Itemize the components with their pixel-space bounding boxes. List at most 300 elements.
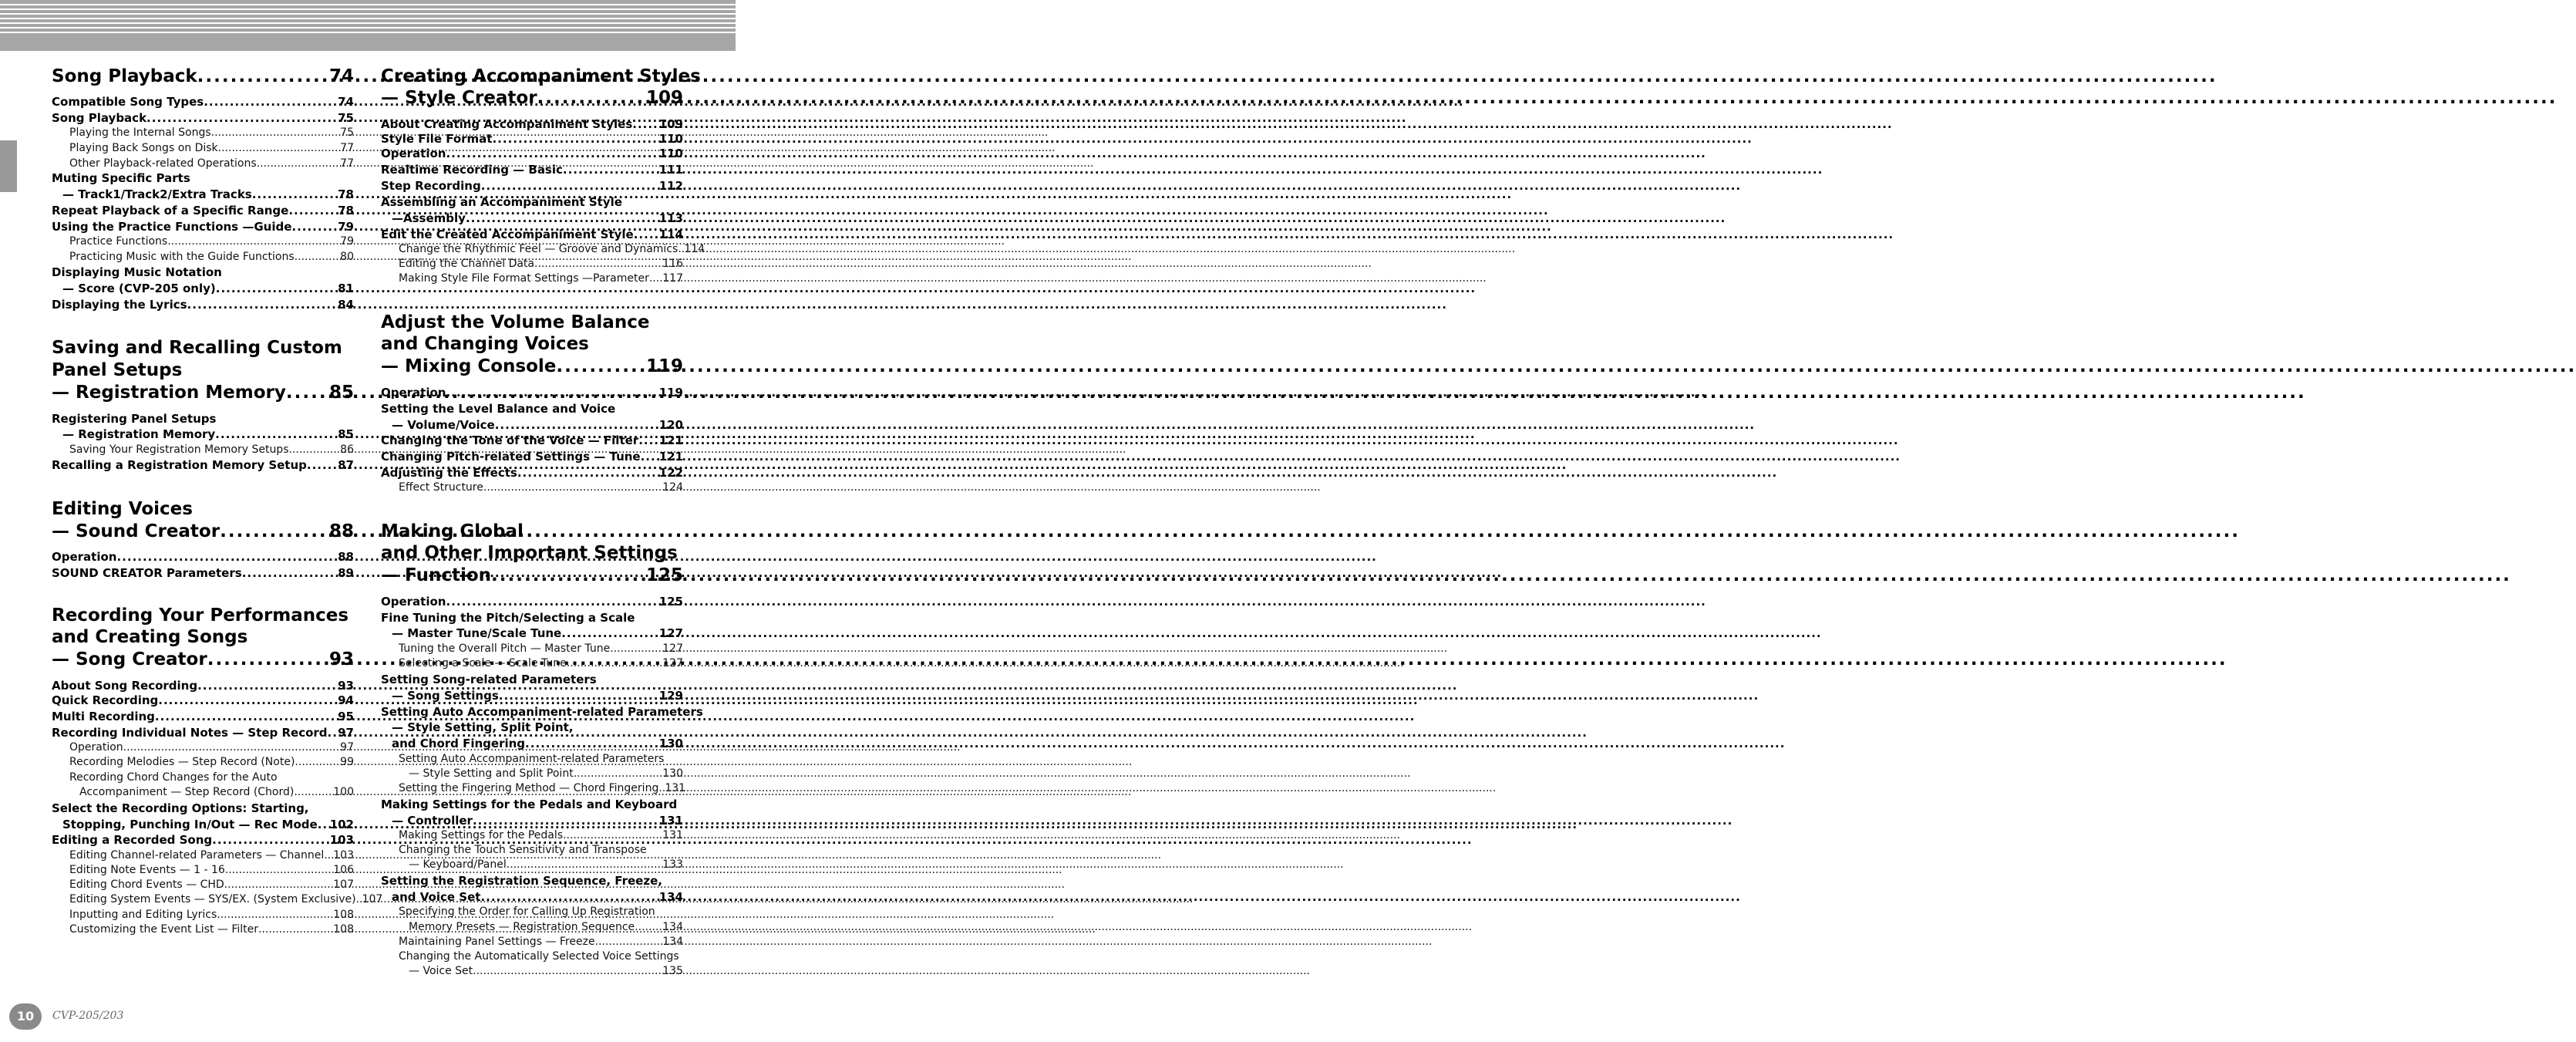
dot-leader — [499, 688, 659, 703]
toc-entry-title-line — [52, 382, 354, 404]
dot-leader — [649, 271, 662, 286]
toc-entry-title-line: Adjust the Volume Balance — [381, 312, 650, 332]
toc-entry-title-line — [52, 649, 354, 671]
toc-entry-title: Changing Pitch-related Settings — Tune — [381, 450, 641, 464]
dot-leader — [288, 203, 338, 218]
dot-leader — [212, 832, 330, 848]
toc-entry-title-line — [381, 594, 683, 609]
toc-entry-title: SOUND CREATOR Parameters — [52, 566, 242, 580]
dot-leader — [446, 146, 658, 161]
toc-entry-title-line: Select the Recording Options: Starting, — [52, 801, 309, 815]
toc-page-number: 80 — [340, 251, 354, 263]
dot-leader — [291, 219, 338, 234]
toc-entry-title-line — [409, 858, 683, 872]
model-name: CVP-205/203 — [52, 1010, 124, 1022]
dot-leader — [561, 626, 658, 641]
toc-entry-title-line — [381, 162, 683, 177]
toc-entry-title-line: — Style Setting, Split Point, — [392, 720, 574, 734]
toc-entry-title: Quick Recording — [52, 693, 159, 707]
toc-entry-title-line — [392, 889, 683, 905]
toc-entry-title: Operation — [381, 386, 446, 400]
toc-entry-title-line — [392, 211, 683, 226]
toc-page-number: 86 — [340, 443, 354, 456]
toc-page-number: 88 — [328, 521, 354, 541]
toc-entry-title-line: Editing Voices — [52, 499, 193, 519]
toc-entry-title-line — [381, 465, 683, 481]
toc-page-number: 131 — [665, 782, 686, 794]
toc-entry-title-line: Displaying Music Notation — [52, 265, 222, 279]
toc-page-number: 112 — [658, 179, 683, 193]
toc-page-number: 125 — [645, 565, 683, 585]
dot-leader — [187, 297, 338, 312]
toc-page-number: 100 — [333, 786, 354, 798]
toc-entry-title: Setting the Fingering Method — Chord Fingering — [399, 782, 659, 794]
toc-entry-title: Change the Rhythmic Feel — Groove and Dynamics — [399, 243, 679, 255]
toc-entry-title-line — [381, 178, 683, 194]
dot-leader — [556, 356, 646, 378]
toc-entry-title-line: Panel Setups — [52, 360, 183, 380]
toc-entry-title: Song Playback — [52, 66, 197, 86]
toc-entry-title: Repeat Playback of a Specific Range — [52, 204, 289, 218]
toc-entry-title-line — [69, 234, 354, 249]
toc-entry-title: About Song Recording — [52, 679, 198, 693]
toc-entry-title-line — [409, 920, 683, 935]
toc-entry-title: — Volume/Voice — [392, 418, 495, 432]
toc-entry-title-line — [381, 449, 683, 464]
toc-entry-title-line — [69, 908, 354, 922]
toc-entry-title-line: Saving and Recalling Custom — [52, 338, 342, 358]
toc-entry-title-line: Specifying the Order for Calling Up Registration — [399, 905, 655, 918]
dot-leader — [517, 465, 659, 481]
dot-leader — [507, 858, 663, 872]
header-stripe — [0, 27, 736, 29]
toc-page-number: 103 — [333, 849, 354, 862]
toc-entry-title: Accompaniment — Step Record (Chord) — [79, 786, 295, 798]
toc-entry-title-line: Setting the Registration Sequence, Freeze, — [381, 874, 662, 888]
toc-page-number: 99 — [340, 756, 354, 768]
header-stripe — [0, 32, 736, 33]
toc-entry-title: — Registration Memory — [62, 427, 216, 441]
toc-entry-title-line — [69, 892, 383, 907]
toc-entry-title: Effect Structure — [399, 481, 483, 494]
toc-entry-title: Customizing the Event List — Filter — [69, 923, 258, 936]
toc-page-number: 134 — [658, 890, 683, 904]
toc-page-number: 127 — [662, 642, 683, 655]
dot-leader — [215, 427, 338, 442]
toc-entry-title-line: Setting Auto Accompaniment-related Parameters — [399, 753, 665, 765]
dot-leader — [480, 889, 658, 905]
header-bar — [0, 0, 736, 51]
dot-leader — [295, 250, 341, 265]
toc-entry-title-line — [69, 157, 354, 171]
toc-page-number: 79 — [340, 235, 354, 248]
dot-leader — [218, 141, 341, 156]
toc-entry-title-line — [399, 656, 683, 671]
toc-entry-title-line — [52, 110, 354, 126]
toc-entry-title: Playing the Internal Songs — [69, 126, 211, 139]
dot-leader — [574, 767, 663, 781]
toc-entry-title-line — [52, 678, 354, 693]
toc-entry-title: — Song Creator — [52, 649, 207, 669]
toc-entry-title: Maintaining Panel Settings — Freeze — [399, 936, 595, 948]
toc-entry-title-line — [79, 785, 354, 800]
toc-entry-title: Memory Presets — Registration Sequence — [409, 921, 635, 933]
dot-leader — [318, 817, 330, 832]
toc-page-number: 133 — [662, 858, 683, 871]
toc-entry-title-line — [52, 203, 354, 218]
dot-leader — [658, 781, 665, 796]
toc-entry-title-line — [52, 565, 354, 581]
toc-page-number: 135 — [662, 965, 683, 977]
toc-entry-title-line — [52, 693, 354, 708]
toc-entry-title-line — [392, 736, 683, 751]
toc-entry-title: — Registration Memory — [52, 383, 286, 403]
toc-entry-title: — Function — [381, 565, 492, 585]
toc-entry-title-line — [392, 417, 683, 433]
toc-page-number: 85 — [338, 427, 354, 441]
dot-leader — [289, 443, 341, 457]
dot-leader — [610, 642, 662, 656]
toc-entry-title: Song Playback — [52, 111, 147, 125]
toc-entry-title: — Keyboard/Panel — [409, 858, 507, 871]
toc-entry-title: Editing System Events — SYS/EX. (System Exclusive) — [69, 893, 356, 905]
toc-entry-title-line — [62, 817, 354, 832]
dot-leader — [197, 678, 338, 693]
toc-page-number: 117 — [662, 272, 683, 285]
dot-leader — [473, 813, 659, 828]
toc-entry-title: Multi Recording — [52, 710, 155, 723]
dot-leader — [638, 433, 659, 448]
dot-leader — [483, 481, 662, 495]
toc-page-number: 97 — [338, 726, 354, 740]
dot-leader — [207, 649, 329, 671]
dot-leader — [197, 66, 329, 88]
toc-entry-title-line — [52, 457, 354, 473]
toc-page-number: 77 — [340, 142, 354, 154]
toc-page-number: 75 — [340, 126, 354, 139]
header-stripe — [0, 13, 736, 15]
toc-page-number: 107 — [362, 893, 383, 905]
toc-entry-title-line: and Changing Voices — [381, 334, 589, 354]
toc-page-number: 97 — [340, 741, 354, 754]
toc-page-number: 130 — [662, 767, 683, 780]
toc-entry-title-line — [62, 187, 354, 202]
toc-entry-title: Editing a Recorded Song — [52, 833, 213, 847]
toc-entry-title: Recording Individual Notes — Step Record — [52, 726, 328, 740]
dot-leader — [356, 892, 362, 907]
toc-entry-title-line — [392, 626, 683, 641]
toc-entry-title-line — [69, 126, 354, 140]
toc-page-number: 130 — [658, 737, 683, 750]
toc-entry-title-line: Fine Tuning the Pitch/Selecting a Scale — [381, 611, 635, 625]
dot-leader — [146, 110, 338, 126]
dot-leader — [258, 922, 333, 937]
toc-entry-title: Tuning the Overall Pitch — Master Tune — [399, 642, 611, 655]
dot-leader — [534, 257, 662, 271]
dot-leader — [446, 594, 658, 609]
toc-entry-title-line — [399, 481, 683, 495]
toc-page-number: 77 — [340, 157, 354, 170]
toc-entry-title-line — [399, 781, 686, 796]
toc-entry-title-line: Setting the Level Balance and Voice — [381, 402, 616, 416]
dot-leader — [155, 709, 338, 724]
toc-entry-title-line — [52, 521, 354, 543]
toc-entry-title-line — [392, 813, 683, 828]
toc-page-number: 81 — [338, 282, 354, 295]
toc-entry-title-line — [62, 281, 354, 296]
toc-entry-title: — Style Creator — [381, 88, 537, 108]
dot-leader — [678, 242, 684, 257]
toc-entry-title: Editing Chord Events — CHD. — [69, 878, 228, 891]
dot-leader — [167, 234, 340, 249]
toc-entry-title: Style File Format — [381, 132, 493, 146]
toc-entry-title: Recording Melodies — Step Record (Note) — [69, 756, 295, 768]
toc-entry-title: Practice Functions — [69, 235, 168, 248]
toc-entry-title-line — [69, 848, 354, 863]
toc-entry-title: Stopping, Punching In/Out — Rec Mode — [62, 818, 318, 831]
header-stripe — [0, 18, 736, 19]
toc-entry-title-line: Making Global — [381, 521, 524, 541]
toc-entry-title: Compatible Song Types — [52, 95, 204, 109]
dot-leader — [595, 935, 663, 949]
toc-page-number: 102 — [329, 818, 354, 831]
dot-leader — [116, 549, 338, 565]
dot-leader — [635, 920, 662, 935]
toc-entry-title-line — [381, 146, 683, 161]
toc-entry-title: Making Settings for the Pedals — [399, 829, 564, 841]
toc-entry-title: and Voice Set — [392, 890, 481, 904]
toc-entry-title: Editing Note Events — 1 - 16 — [69, 864, 225, 876]
toc-entry-title: Making Style File Format Settings —Parameter — [399, 272, 649, 285]
toc-entry-title-line — [69, 740, 354, 755]
dot-leader — [216, 281, 338, 296]
toc-entry-title-line — [381, 565, 683, 587]
toc-page-number: 88 — [338, 550, 354, 564]
dot-leader — [495, 417, 659, 433]
toc-entry-title: Inputting and Editing Lyrics — [69, 909, 217, 921]
toc-entry-title: Other Playback-related Operations — [69, 157, 257, 170]
dot-leader — [446, 385, 658, 400]
toc-entry-title-line — [69, 922, 354, 937]
toc-entry-title: Changing the Tone of the Voice — Filter — [381, 433, 639, 447]
toc-entry-title-line — [399, 242, 705, 257]
toc-entry-title-line — [69, 755, 354, 770]
toc-entry-title-line: Setting Auto Accompaniment-related Parameters — [381, 705, 703, 719]
dot-leader — [211, 126, 341, 140]
dot-leader — [525, 736, 659, 751]
toc-entry-title-line: Registering Panel Setups — [52, 412, 217, 426]
toc-entry-title-line — [52, 94, 354, 110]
toc-entry-title-line: Assembling an Accompaniment Style — [381, 195, 622, 209]
toc-entry-title-line — [381, 385, 683, 400]
toc-entry-title-line: Creating Accompaniment Styles — [381, 66, 701, 86]
toc-page-number: 106 — [333, 864, 354, 876]
toc-entry-title: — Style Setting and Split Point — [409, 767, 574, 780]
toc-entry-title-line — [381, 433, 683, 448]
toc-entry-title: Selecting a Scale — Scale Tune — [399, 657, 567, 669]
toc-entry-title-line — [52, 832, 354, 848]
dot-leader — [492, 131, 658, 147]
toc-entry-title: Displaying the Lyrics — [52, 298, 187, 312]
dot-leader — [537, 87, 646, 110]
toc-page-number: 114 — [684, 243, 705, 255]
toc-entry-title: Saving Your Registration Memory Setups — [69, 443, 289, 456]
toc-entry-title-line — [409, 964, 683, 979]
toc-page-number: 87 — [338, 458, 354, 472]
toc-entry-title-line — [52, 219, 354, 234]
toc-entry-title: and Chord Fingering — [392, 737, 526, 750]
toc-page-number: 74 — [328, 66, 354, 86]
toc-entry-title-line: Setting Song-related Parameters — [381, 673, 597, 686]
toc-entry-title: Operation — [52, 550, 117, 564]
dot-leader — [225, 863, 333, 878]
dot-leader — [473, 964, 662, 979]
toc-page-number: 121 — [658, 433, 683, 447]
toc-entry-title: — Controller — [392, 814, 473, 828]
toc-page-number: 79 — [338, 220, 354, 234]
toc-entry-title-line — [381, 227, 683, 242]
toc-page-number: 127 — [662, 657, 683, 669]
toc-entry-title-line: and Other Important Settings — [381, 543, 678, 563]
dot-leader — [227, 878, 333, 892]
toc-page-number: 122 — [658, 466, 683, 480]
toc-entry-title: — Mixing Console — [381, 356, 557, 376]
dot-leader — [158, 693, 338, 708]
dot-leader — [286, 382, 329, 404]
toc-page-number: 95 — [338, 710, 354, 723]
toc-page-number: 114 — [658, 228, 683, 241]
dot-leader — [220, 521, 329, 543]
toc-entry-title-line — [52, 549, 354, 565]
toc-entry-title-line — [409, 767, 683, 781]
dot-leader — [567, 656, 662, 671]
toc-entry-title: —Assembly — [392, 211, 466, 225]
toc-page-number: 93 — [338, 679, 354, 693]
dot-leader — [481, 178, 659, 194]
dot-leader — [634, 227, 659, 242]
toc-page-number: 108 — [333, 909, 354, 921]
toc-entry-title-line — [69, 141, 354, 156]
toc-page-number: 111 — [658, 163, 683, 177]
toc-entry-title-line: Muting Specific Parts — [52, 171, 190, 185]
toc-entry-title: Realtime Recording — Basic — [381, 163, 563, 177]
toc-page-number: 78 — [338, 187, 354, 201]
dot-leader — [294, 785, 333, 800]
toc-entry-title: Operation — [381, 595, 446, 609]
toc-page-number: 110 — [658, 132, 683, 146]
dot-leader — [295, 755, 340, 770]
dot-leader — [324, 848, 333, 863]
toc-page-number: 129 — [658, 689, 683, 703]
toc-page-number: 84 — [338, 298, 354, 312]
toc-entry-title-line — [52, 709, 354, 724]
toc-page-number: 134 — [662, 921, 683, 933]
toc-entry-title-line: Changing the Automatically Selected Voice Settings — [399, 950, 679, 963]
toc-page-number: 75 — [338, 111, 354, 125]
toc-entry-title-line — [52, 725, 354, 740]
toc-entry-title-line — [69, 443, 354, 457]
toc-entry-title-line: Recording Your Performances — [52, 605, 349, 626]
header-stripe — [0, 4, 736, 5]
toc-entry-title-line — [399, 271, 683, 286]
dot-leader — [632, 116, 658, 132]
toc-entry-title: Editing Channel-related Parameters — Channel — [69, 849, 325, 862]
toc-page-number: 119 — [658, 386, 683, 400]
toc-entry-title: Step Recording — [381, 179, 481, 193]
toc-entry-title-line: and Creating Songs — [52, 627, 248, 647]
dot-leader — [307, 457, 338, 473]
side-tab — [0, 140, 17, 192]
toc-page-number: 109 — [645, 88, 683, 108]
dot-leader — [123, 740, 341, 755]
toc-page-number: 124 — [662, 481, 683, 494]
toc-entry-title: — Voice Set — [409, 965, 473, 977]
toc-entry-title: Playing Back Songs on Disk — [69, 142, 218, 154]
toc-page-number: 89 — [338, 566, 354, 580]
dot-leader — [563, 828, 662, 843]
toc-entry-title-line — [69, 863, 354, 878]
toc-page-number: 109 — [658, 117, 683, 131]
header-stripe — [0, 8, 736, 10]
toc-page-number: 127 — [658, 626, 683, 640]
dot-leader — [491, 565, 646, 587]
toc-page-number: 78 — [338, 204, 354, 218]
toc-entry-title-line — [381, 87, 683, 110]
toc-page-number: 131 — [662, 829, 683, 841]
toc-entry-title-line — [62, 427, 354, 442]
toc-page-number: 119 — [645, 356, 683, 376]
toc-page-number: 110 — [658, 147, 683, 160]
toc-entry-title-line: Changing the Touch Sensitivity and Transpose — [399, 844, 647, 856]
dot-leader — [641, 449, 659, 464]
toc-entry-title: Edit the Created Accompaniment Style — [381, 228, 634, 241]
toc-entry-title-line — [399, 257, 683, 271]
toc-entry-title-line — [381, 116, 683, 132]
toc-entry-title-line: Recording Chord Changes for the Auto — [69, 771, 278, 784]
toc-entry-title: — Master Tune/Scale Tune — [392, 626, 562, 640]
toc-page-number: 107 — [333, 878, 354, 891]
toc-entry-title: Editing the Channel Data — [399, 258, 534, 270]
toc-page-number: 116 — [662, 258, 683, 270]
header-stripe — [0, 22, 736, 24]
dot-leader — [466, 211, 659, 226]
toc-entry-title-line — [69, 878, 354, 892]
toc-page-number: 85 — [328, 383, 354, 403]
toc-page-number: 134 — [662, 936, 683, 948]
dot-leader — [252, 187, 338, 202]
toc-entry-title: Operation — [69, 741, 123, 754]
dot-leader — [242, 565, 338, 581]
toc-page-number: 113 — [658, 211, 683, 225]
toc-entry-title-line — [392, 688, 683, 703]
toc-entry-title: — Score (CVP-205 only) — [62, 282, 216, 295]
toc-entry-title: Using the Practice Functions —Guide — [52, 220, 292, 234]
toc-entry-title-line — [381, 131, 683, 147]
toc-page-number: 94 — [338, 693, 354, 707]
toc-page-number: 121 — [658, 450, 683, 464]
toc-entry-title-line — [52, 66, 354, 88]
toc-entry-title: Practicing Music with the Guide Functions — [69, 251, 295, 263]
toc-entry-title-line — [399, 828, 683, 843]
dot-leader — [563, 162, 659, 177]
toc-entry-title-line — [381, 356, 683, 378]
toc-page-number: 108 — [333, 923, 354, 936]
toc-entry-title: Adjusting the Effects — [381, 466, 517, 480]
page-number: 10 — [9, 1003, 42, 1030]
toc-entry-title: — Track1/Track2/Extra Tracks — [62, 187, 252, 201]
toc-page-number: 131 — [658, 814, 683, 828]
toc-page-number: 74 — [338, 95, 354, 109]
